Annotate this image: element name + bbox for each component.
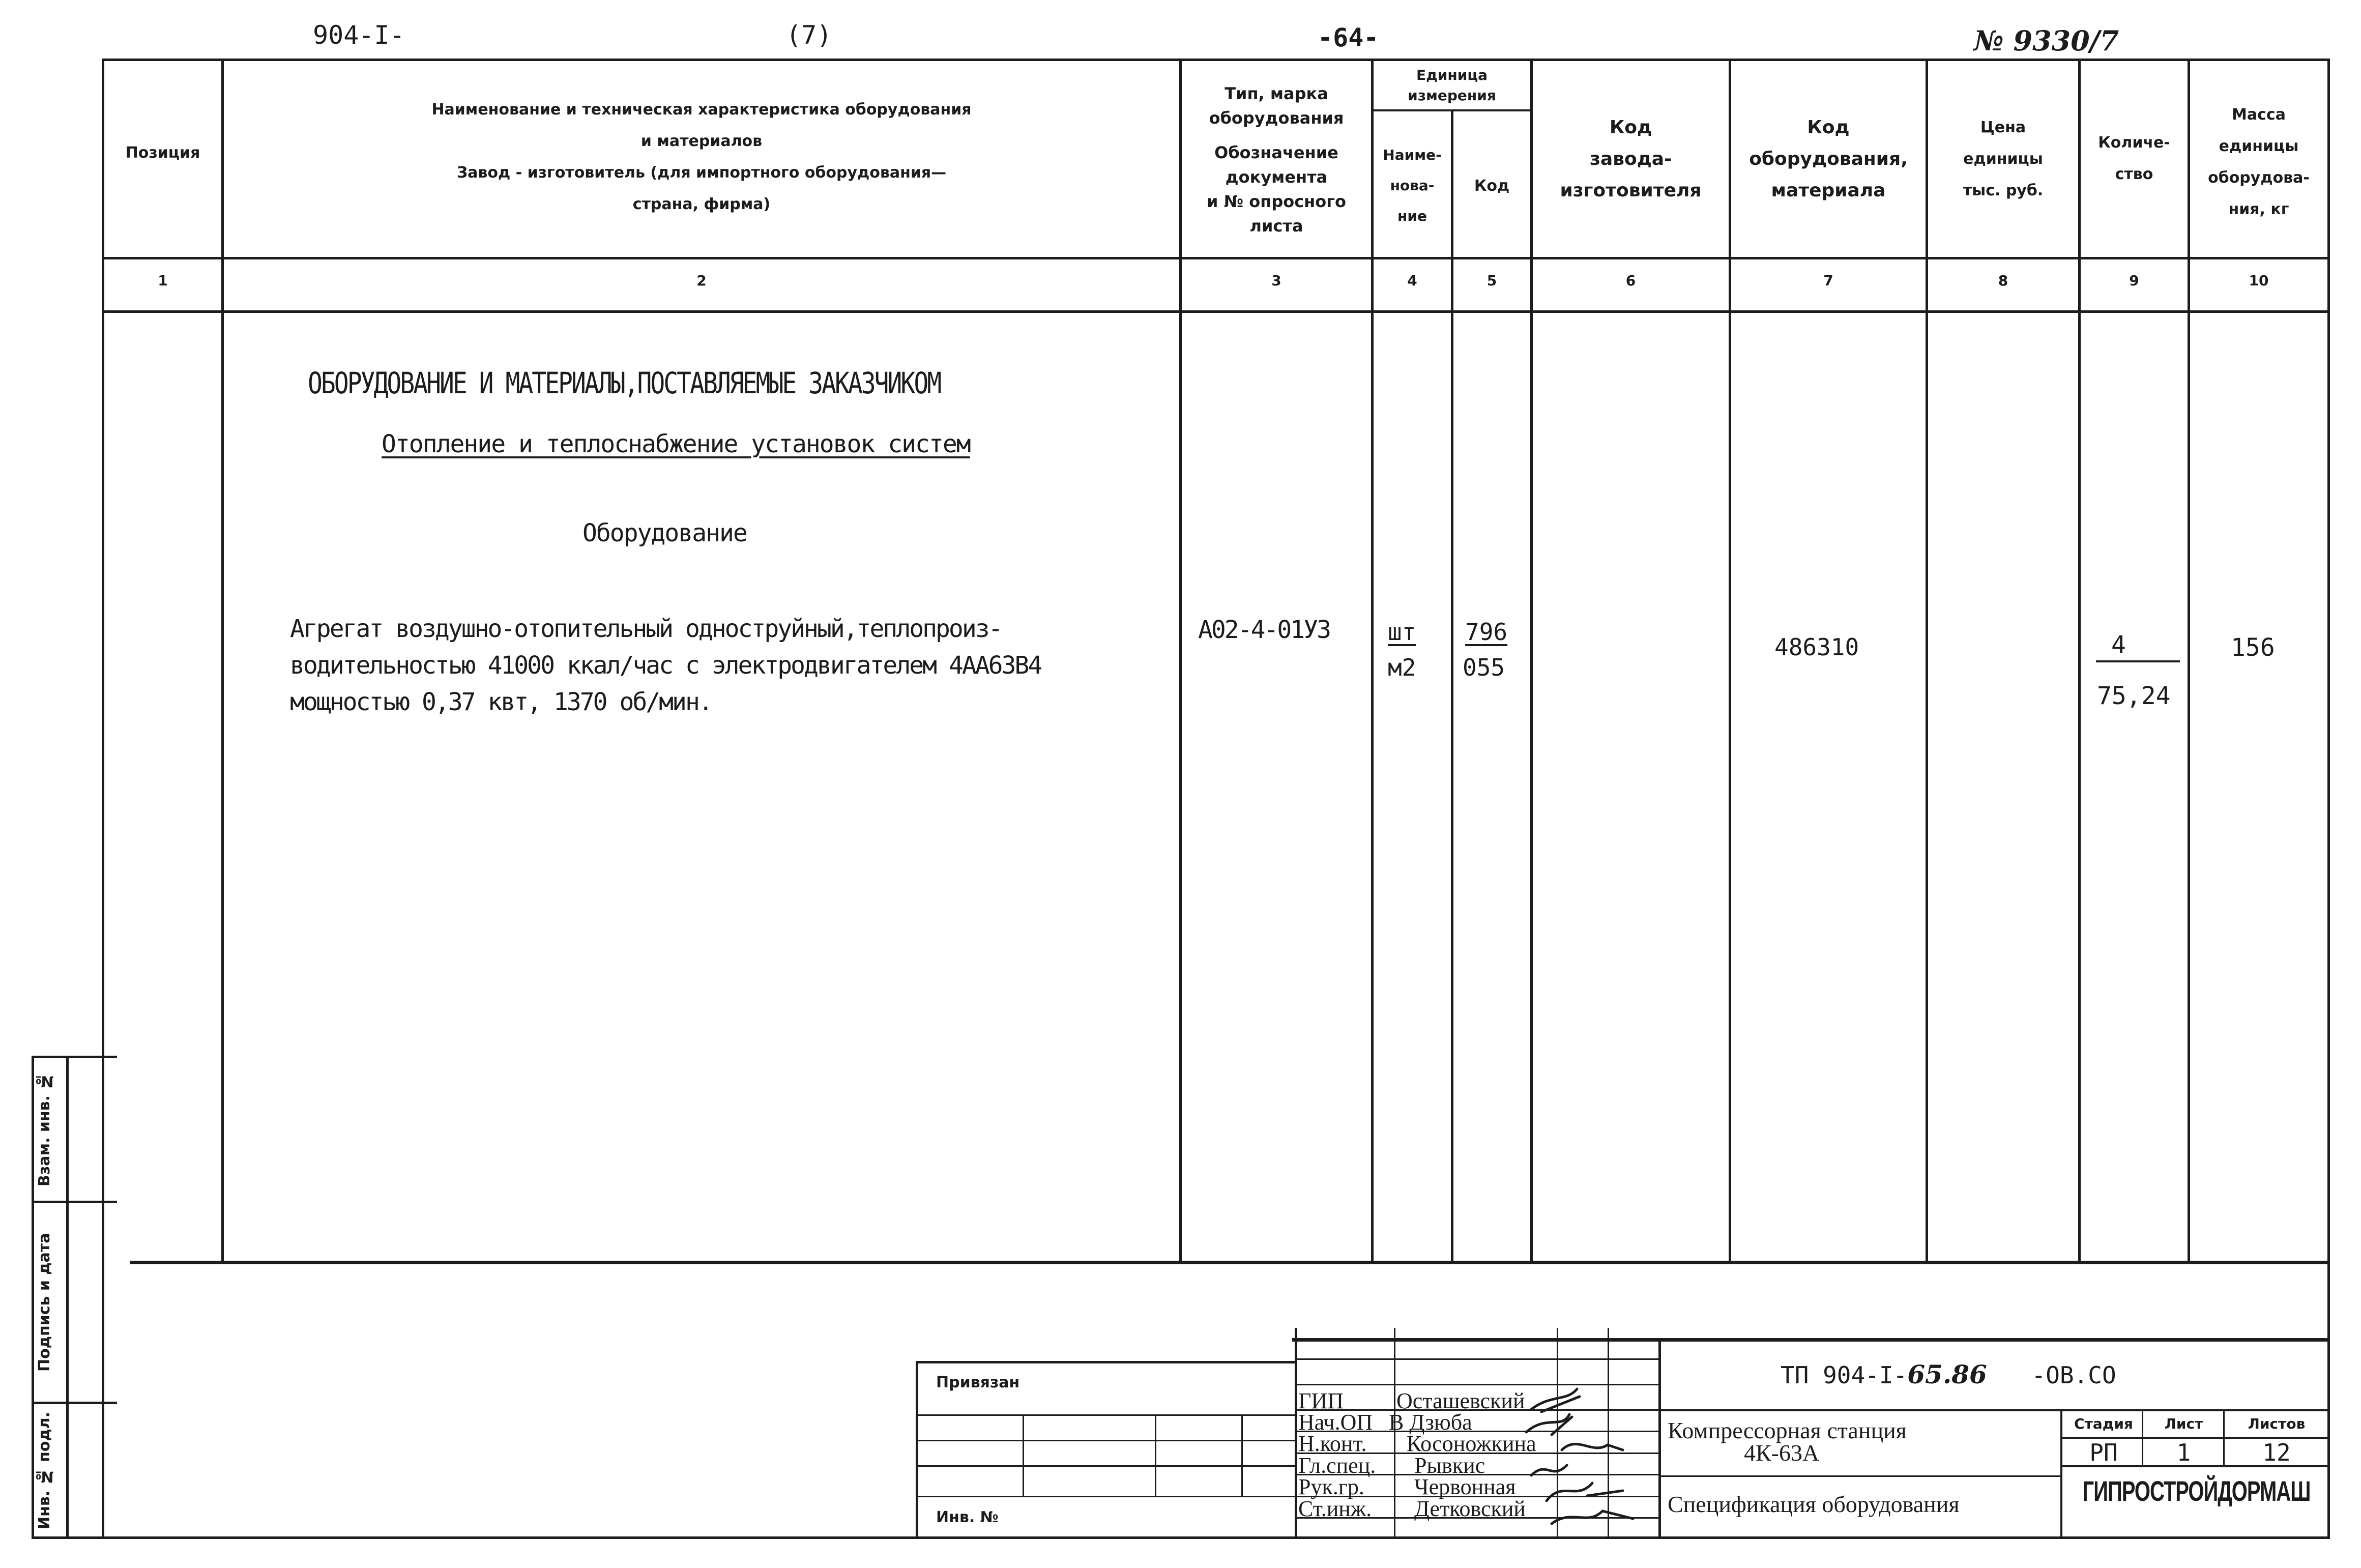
- item-equipment-code: 486310: [1774, 633, 1859, 661]
- staff-name-1: Осташевский: [1396, 1388, 1525, 1413]
- tb-designation-bottom-line: [1661, 1409, 2330, 1411]
- unit-group-line: [1371, 109, 1533, 111]
- colnum-9: 9: [2129, 272, 2139, 289]
- staff-role-2: Нач.ОП: [1298, 1410, 1373, 1435]
- tb-privyazan-col2: [1155, 1414, 1156, 1496]
- staff-name-3: Косоножкина: [1407, 1431, 1536, 1456]
- sheet-label: Лист: [2164, 1415, 2203, 1432]
- group-title: Оборудование: [582, 519, 747, 547]
- frame-top-line: [102, 59, 2330, 61]
- object-name: [1668, 1419, 1907, 1464]
- hdr-equipment-code: Код оборудования, материала: [1749, 117, 1908, 201]
- item-unit-name-top: шт: [1388, 618, 1416, 646]
- sidestamp-podpis-data: Подпись и дата: [36, 1233, 53, 1372]
- col-divider-5: [1530, 59, 1533, 1264]
- tb-privyazan-col3: [1241, 1414, 1243, 1496]
- organization-name: ГИПРОСТРОЙДОРМАШ: [2082, 1476, 2311, 1507]
- col-divider-7: [1926, 59, 1928, 1264]
- item-type: А02-4-01У3: [1198, 616, 1330, 644]
- staff-name-5: Червонная: [1414, 1474, 1516, 1499]
- sheets-label: Листов: [2248, 1415, 2306, 1432]
- tb-object-bottom-line: [1661, 1475, 2060, 1477]
- tb-privyazan-row2: [916, 1440, 1295, 1441]
- tb-privyazan-top-line: [916, 1361, 1295, 1363]
- tb-staff-row0: [1295, 1358, 1658, 1360]
- staff-role-3: Н.конт.: [1298, 1431, 1367, 1456]
- designation-suffix: -ОВ.СО: [2031, 1361, 2116, 1389]
- sidestamp-div-2: [32, 1402, 117, 1404]
- tb-privyazan-label: Привязан: [936, 1374, 1020, 1391]
- item-quantity-top: 4: [2111, 631, 2126, 659]
- hdr-unit-group: Единица измерения: [1408, 67, 1496, 104]
- colnum-3: 3: [1271, 272, 1281, 289]
- tb-privyazan-row3: [916, 1465, 1295, 1467]
- item-name: Агрегат воздушно-отопительный одноструйный,теплопроиз- водительностью 41000 ккал/час с электродвигателем 4АА63В4 мощностью 0,37 квт, 1370 об/мин.: [290, 615, 1041, 716]
- copy-number: (7): [786, 20, 832, 50]
- hdr-maker-code: Код завода- изготовителя: [1560, 117, 1702, 201]
- item-quantity-bottom: 75,24: [2097, 682, 2171, 710]
- doc-series-code: 904-I-: [313, 20, 405, 50]
- subsection-title: Отопление и теплоснабжение установок систем: [382, 430, 970, 458]
- hdr-type: Тип, марка оборудования Обозначение документа и № опросного листа: [1207, 84, 1346, 236]
- colnum-1: 1: [158, 272, 168, 289]
- sidestamp-left-line: [32, 1056, 34, 1539]
- staff-name-4: Рывкис: [1414, 1453, 1485, 1478]
- page-number: -64-: [1318, 23, 1379, 52]
- hdr-name: Наименование и техническая характеристика оборудования и материалов Завод - изготовитель (для импортного оборудования— страна, фирма): [431, 101, 972, 213]
- sidestamp-vzam-inv: Взам. инв. №: [36, 1072, 53, 1187]
- hdr-unit-code: Код: [1474, 177, 1510, 195]
- designation-prefix: ТП 904-I-: [1781, 1361, 1908, 1389]
- staff-role-4: Гл.спец.: [1298, 1453, 1376, 1478]
- col-divider-1: [221, 59, 224, 1264]
- item-unit-code-bottom: 055: [1463, 654, 1505, 681]
- tb-privyazan-row1: [916, 1414, 1295, 1416]
- sidestamp-div-1: [32, 1201, 117, 1203]
- frame-right-line: [2327, 59, 2330, 1539]
- staff-role-5: Рук.гр.: [1298, 1474, 1364, 1499]
- tb-inv-no-label: Инв. №: [936, 1508, 999, 1526]
- sheet-value: 1: [2176, 1439, 2191, 1466]
- hdr-unit-name: Наиме- нова- ние: [1383, 147, 1442, 224]
- album-number: № 9330/7: [1974, 24, 2119, 57]
- staff-role-1: ГИП: [1298, 1388, 1344, 1413]
- designation: [1781, 1359, 2116, 1389]
- tb-stage-left-line: [2060, 1409, 2062, 1539]
- staff-role-6: Ст.инж.: [1298, 1496, 1372, 1521]
- colnum-7: 7: [1823, 272, 1833, 289]
- titleblock-top-line: [1292, 1338, 2330, 1342]
- colnum-5: 5: [1486, 272, 1497, 289]
- quantity-fraction-line: [2096, 660, 2180, 662]
- colnum-bottom-line: [102, 310, 2330, 313]
- col-divider-9: [2188, 59, 2190, 1264]
- staff-name-6: Детковский: [1414, 1496, 1526, 1521]
- header-bottom-line: [102, 257, 2330, 259]
- frame-bottom-line: [32, 1536, 2330, 1539]
- col-divider-3: [1371, 59, 1374, 1264]
- table-bottom-line: [130, 1261, 2330, 1264]
- col-divider-2: [1179, 59, 1182, 1264]
- tb-privyazan-col1: [1023, 1414, 1024, 1496]
- staff-name-2: В Дзюба: [1389, 1410, 1472, 1435]
- colnum-6: 6: [1625, 272, 1636, 289]
- stage-value: РП: [2089, 1439, 2118, 1466]
- colnum-10: 10: [2249, 272, 2269, 289]
- item-unit-name-bottom: м2: [1388, 654, 1416, 681]
- col-divider-8: [2078, 59, 2081, 1264]
- designation-hand: 65.86: [1907, 1359, 1987, 1389]
- sidestamp-mid-line: [66, 1056, 69, 1539]
- hdr-unit-mass: Масса единицы оборудова- ния, кг: [2208, 106, 2310, 218]
- col-divider-6: [1729, 59, 1731, 1264]
- tb-privyazan-row4: [916, 1496, 1295, 1497]
- object-line-1: Компрессорная станция: [1668, 1417, 1907, 1443]
- colnum-8: 8: [1998, 272, 2008, 289]
- colnum-4: 4: [1407, 272, 1417, 289]
- hdr-position: Позиция: [125, 144, 200, 162]
- hdr-quantity: Количе- ство: [2098, 134, 2170, 183]
- sidestamp-top-line: [32, 1056, 117, 1058]
- object-line-2: 4К-63А: [1744, 1440, 1820, 1466]
- hdr-unit-price: Цена единицы тыс. руб.: [1963, 119, 2044, 199]
- section-title: ОБОРУДОВАНИЕ И МАТЕРИАЛЫ,ПОСТАВЛЯЕМЫЕ ЗАКАЗЧИКОМ: [308, 366, 941, 401]
- stage-label: Стадия: [2074, 1415, 2133, 1432]
- signatures-graphic: [1521, 1374, 1684, 1536]
- item-unit-code-top: 796: [1465, 618, 1508, 646]
- colnum-2: 2: [696, 272, 707, 289]
- tb-privyazan-left-line: [916, 1361, 918, 1539]
- sidestamp-inv-podl: Инв. № подл.: [36, 1411, 53, 1529]
- sheets-value: 12: [2262, 1439, 2291, 1466]
- item-mass: 156: [2231, 633, 2275, 662]
- sheet-title: Спецификация оборудования: [1668, 1491, 1960, 1517]
